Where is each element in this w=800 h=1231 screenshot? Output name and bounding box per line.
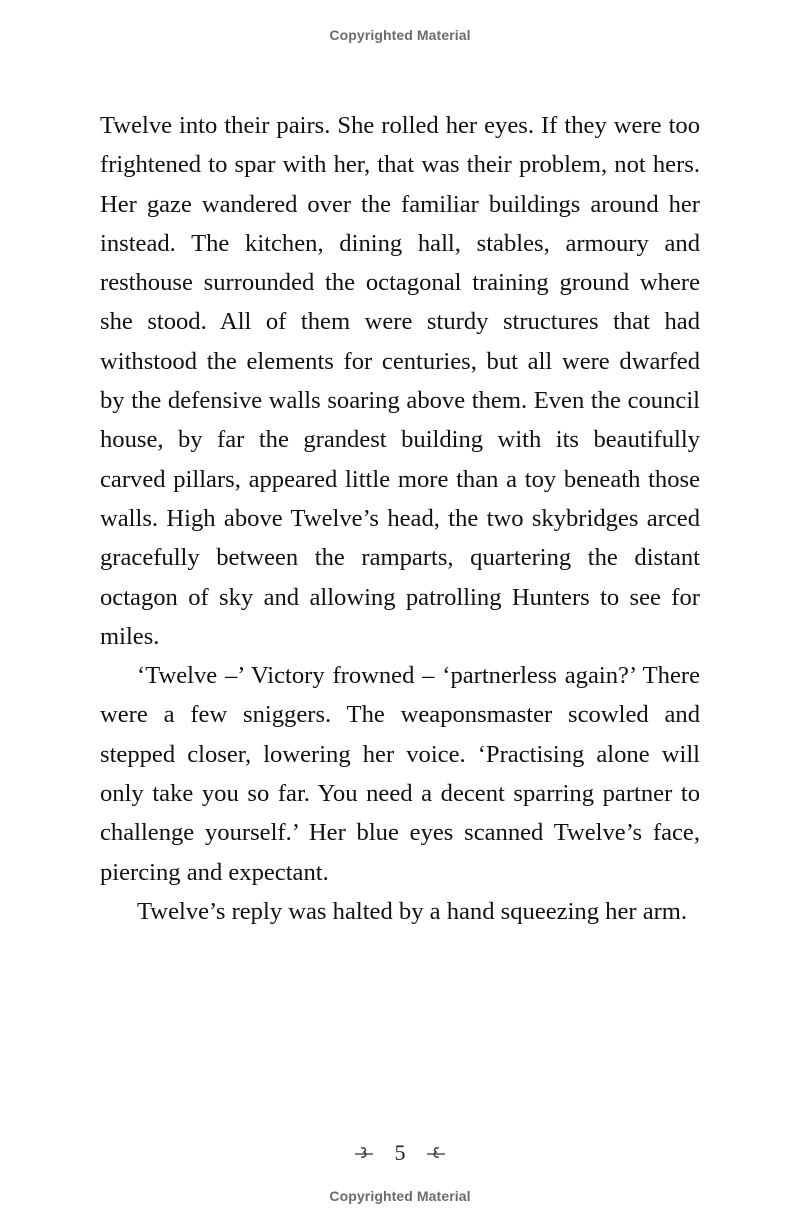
paragraph-1: Twelve into their pairs. She rolled her eyes. If they were too frightened to spar with her, that was their problem, not hers. Her gaze wandered over the familiar buildings around her instead. The kitchen, dining hall, stables, armoury and resthouse surrounded the octagonal training ground where she stood. All of them were sturdy structures that had withstood the elements for centuries, but all were dwarfed by the defensive walls soaring above them. Even the council house, by far the grandest building with its beautifully carved pillars, appeared little more than a toy beneath those walls. High above Twelve’s head, the two skybridges arced gracefully between the ramparts, quartering the distant octagon of sky and allowing patrolling Hunters to see for miles. bbox=[100, 112, 700, 650]
ornament-right-icon bbox=[425, 1145, 447, 1161]
body-text bbox=[100, 106, 700, 931]
page-footer bbox=[0, 1138, 800, 1166]
ornament-left-icon bbox=[353, 1145, 375, 1161]
copyright-header: Copyrighted Material bbox=[329, 27, 471, 43]
paragraph-2: ‘Twelve –’ Victory frowned – ‘partnerless again?’ There were a few sniggers. The weaponsmaster scowled and stepped closer, lowering her voice. ‘Practising alone will only take you so far. You need a decent sparring partner to challenge yourself.’ Her blue eyes scanned Twelve’s face, piercing and expectant. bbox=[100, 662, 700, 886]
copyright-footer: Copyrighted Material bbox=[329, 1188, 471, 1204]
paragraph-3: Twelve’s reply was halted by a hand squeezing her arm. bbox=[137, 897, 688, 925]
page-number: 5 bbox=[394, 1139, 406, 1165]
